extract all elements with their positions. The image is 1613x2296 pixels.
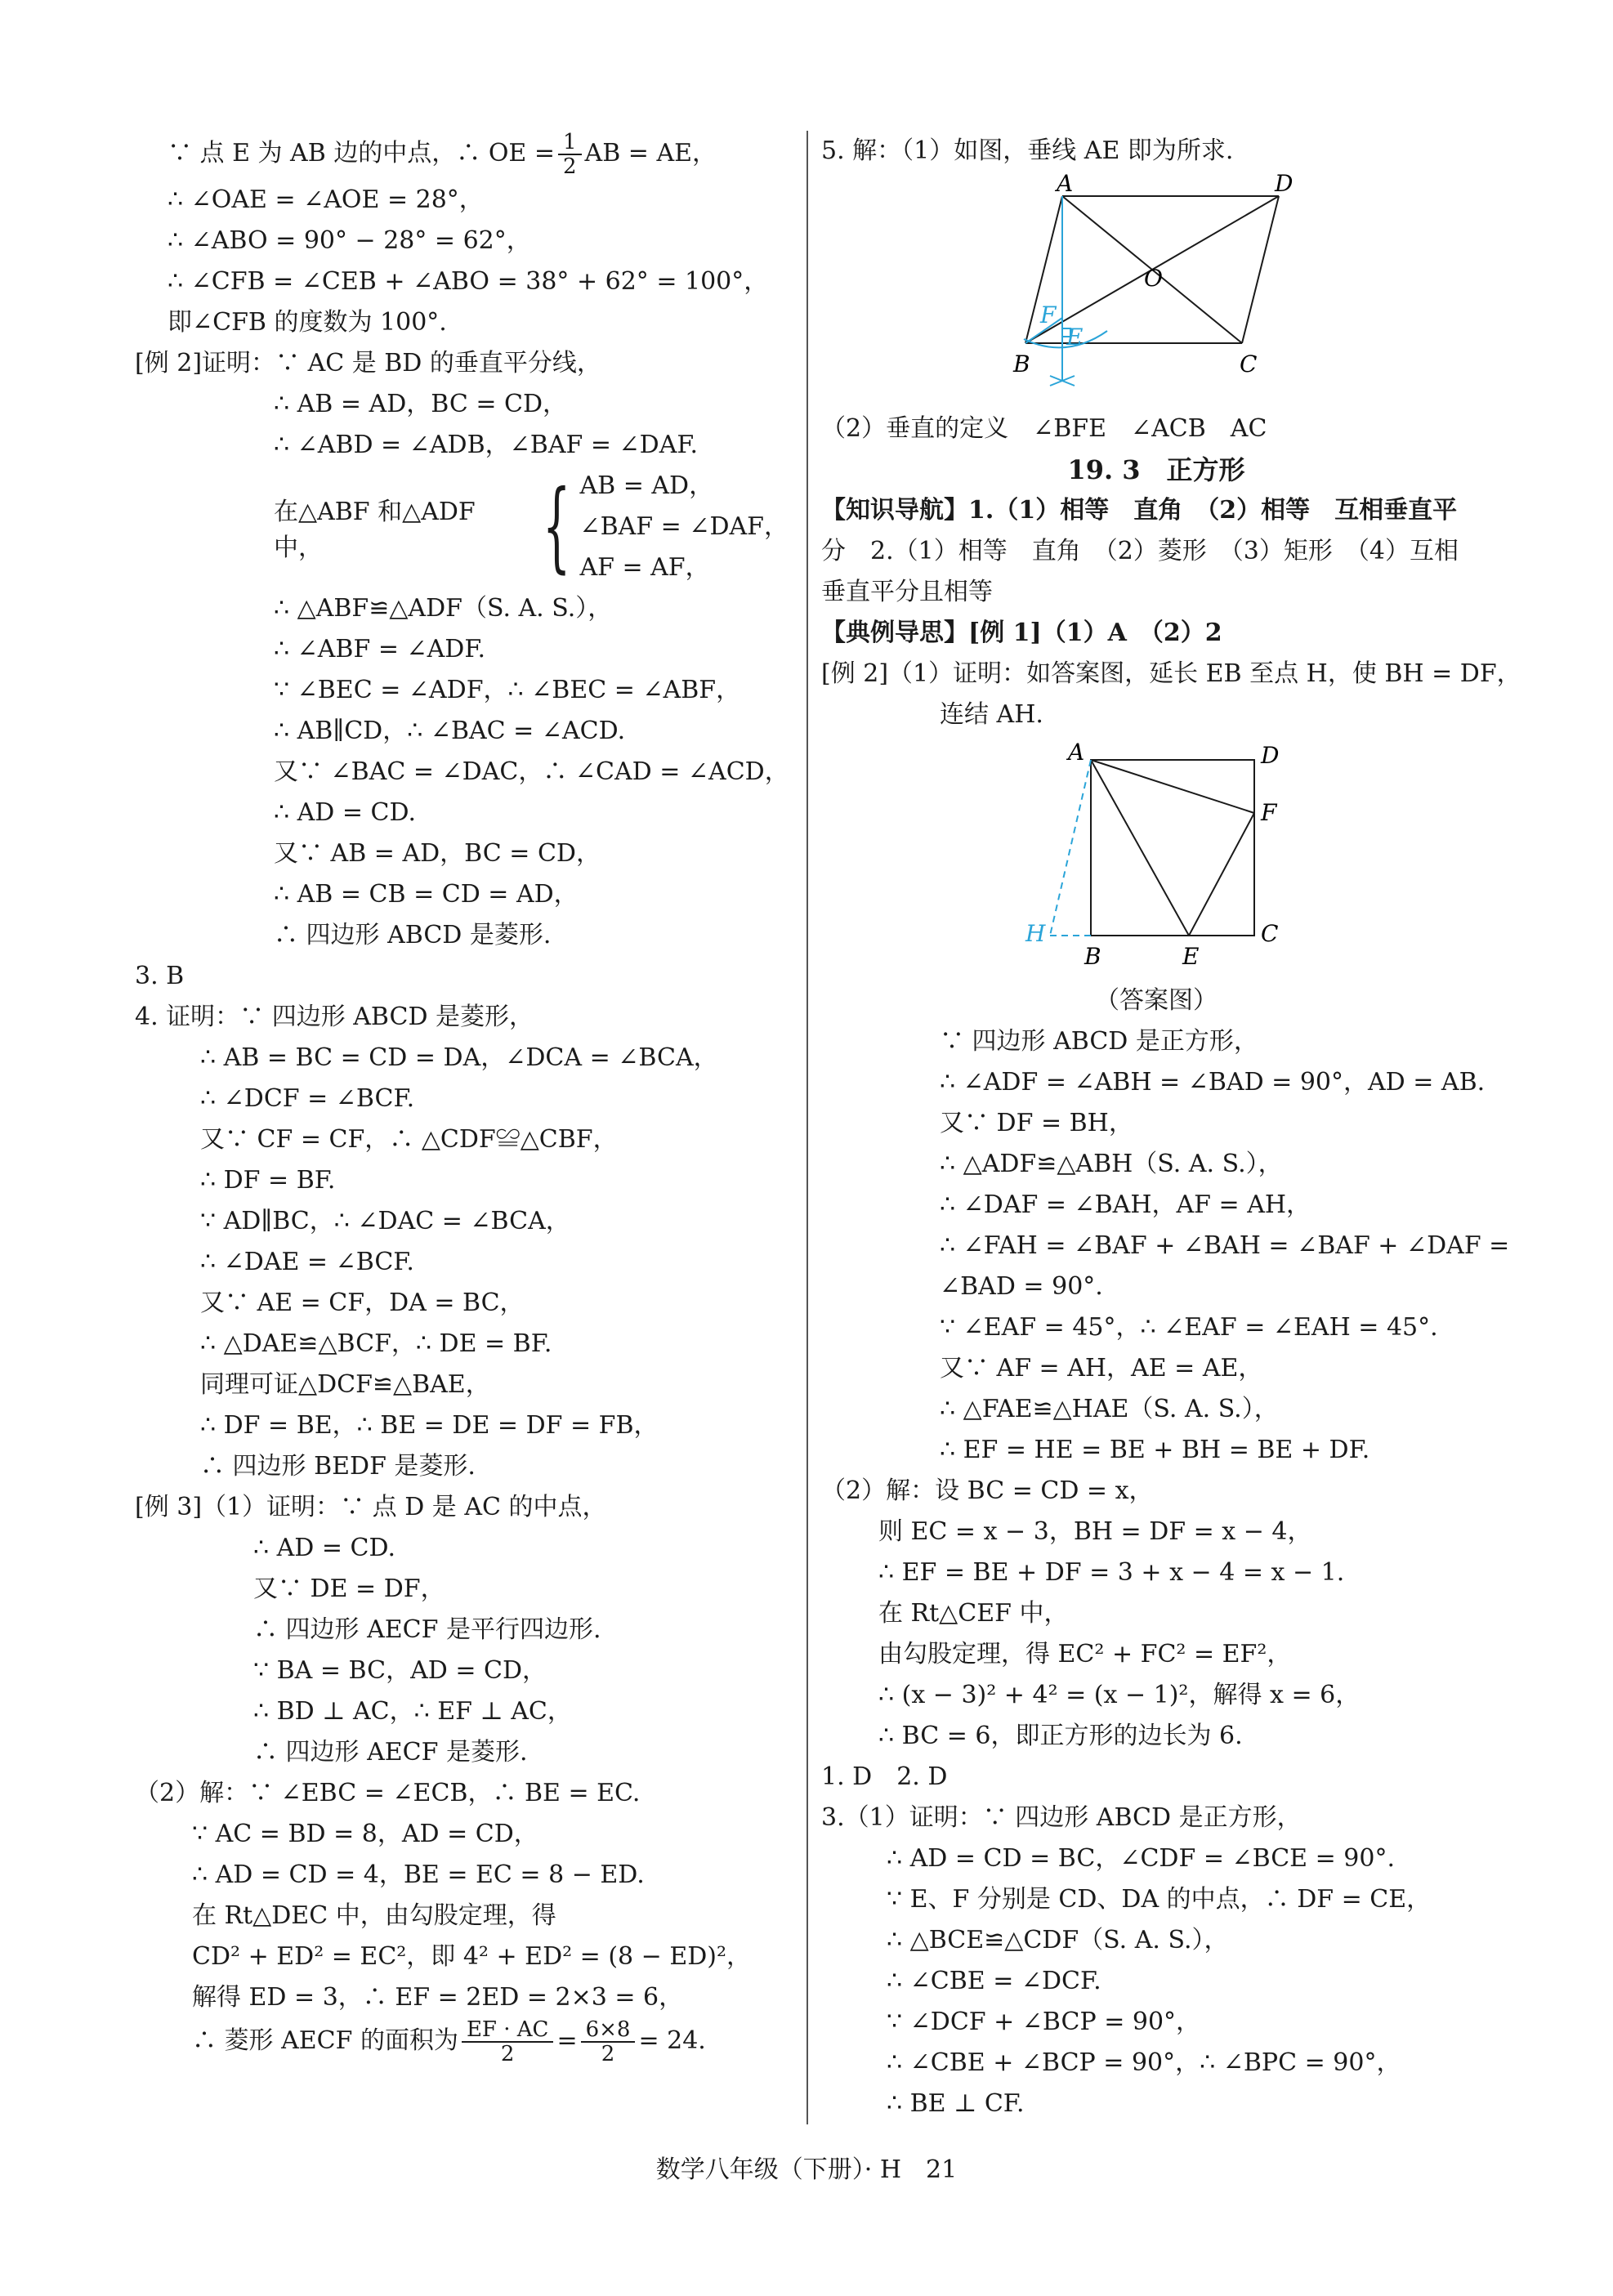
- fraction: $\frac{6\times 8}{2}$: [581, 2018, 636, 2066]
- text-line: 又∵ AF = AH，AE = AE，: [940, 1354, 1263, 1383]
- text-line: 5. 解：（1）如图，垂线 AE 即为所求.: [821, 136, 1234, 165]
- text-line: （2）解：∵ ∠EBC = ∠ECB，∴ BE = EC.: [135, 1779, 641, 1807]
- text-line: 在 Rt△CEF 中，: [878, 1599, 1069, 1628]
- page-footer: 数学八年级（下册）· H 21: [655, 2155, 958, 2184]
- fig2-label: F: [1261, 799, 1277, 826]
- text-line: ∴ △ABF≌△ADF（S. A. S.），: [274, 594, 613, 623]
- text-line: 【知识导航】1.（1）相等 直角 （2）相等 互相垂直平: [821, 496, 1458, 525]
- fig1-label: E: [1066, 324, 1084, 351]
- text-line: 分 2.（1）相等 直角 （2）菱形 （3）矩形 （4）互相: [821, 537, 1459, 565]
- fig1-label: A: [1057, 172, 1074, 197]
- text-line: ∵ BA = BC，AD = CD，: [253, 1656, 547, 1685]
- text-line: ∴ 四边形 AECF 是平行四边形.: [253, 1615, 601, 1644]
- text-line: ∴ AB = BC = CD = DA，∠DCA = ∠BCA，: [200, 1043, 718, 1072]
- fig2-label: D: [1261, 742, 1280, 769]
- text-line: ∴ 四边形 AECF 是菱形.: [253, 1738, 528, 1767]
- text-line: 又∵ CF = CF，∴ △CDF≌△CBF，: [200, 1125, 618, 1154]
- text-line: 又∵ DF = BH，: [940, 1109, 1133, 1137]
- text-line: （2）垂直的定义 ∠BFE ∠ACB AC: [821, 414, 1267, 443]
- text-line: 又∵ DE = DF，: [253, 1575, 445, 1603]
- text-line: ∴ ∠CBE = ∠DCF.: [887, 1967, 1101, 1995]
- text-line: ∴ △ADF≌△ABH（S. A. S.），: [940, 1150, 1283, 1178]
- column-divider: [806, 131, 808, 2124]
- fraction: $\frac{1}{2}$: [558, 131, 582, 178]
- fraction: $\frac{EF \cdot AC}{2}$: [462, 2018, 553, 2066]
- text-line: 3.（1）证明：∵ 四边形 ABCD 是正方形，: [821, 1803, 1302, 1832]
- text-line: ∴ ∠CBE + ∠BCP = 90°，∴ ∠BPC = 90°，: [887, 2048, 1401, 2077]
- text-line: ∴ (x − 3)² + 4² = (x − 1)²，解得 x = 6，: [878, 1681, 1361, 1709]
- section-title: 19. 3 正方形: [1067, 454, 1245, 485]
- text-line: ∴ ∠ABF = ∠ADF.: [274, 635, 486, 663]
- left-column: [135, 131, 789, 2067]
- text-line: ∴ AD = CD = BC，∠CDF = ∠BCE = 90°.: [887, 1844, 1396, 1873]
- text-line: ∴ AB = CB = CD = AD，: [274, 880, 579, 909]
- text-line: 由勾股定理，得 EC² + FC² = EF²，: [878, 1640, 1292, 1668]
- text-line: ∠BAF = ∠DAF，: [579, 512, 789, 541]
- text-line: ∴ EF = HE = BE + BH = BE + DF.: [940, 1436, 1370, 1464]
- fig2-label: E: [1182, 943, 1200, 970]
- text-line: ∴ DF = BE，∴ BE = DE = DF = FB，: [200, 1411, 659, 1440]
- text-line: ∵ ∠DCF + ∠BCP = 90°，: [887, 2008, 1201, 2036]
- text-line: ∴ ∠FAH = ∠BAF + ∠BAH = ∠BAF + ∠DAF =: [940, 1231, 1510, 1260]
- text-line: ∴ DF = BF.: [200, 1166, 336, 1195]
- text-line: 又∵ AB = AD，BC = CD，: [274, 839, 601, 868]
- text-line: 解得 ED = 3，∴ EF = 2ED = 2×3 = 6，: [192, 1983, 684, 2012]
- text-line: ∴ EF = BE + DF = 3 + x − 4 = x − 1.: [878, 1558, 1345, 1587]
- text-line: 又∵ AE = CF，DA = BC，: [200, 1289, 525, 1317]
- text-line: （2）解：设 BC = CD = x，: [821, 1476, 1154, 1505]
- text-line: 在 Rt△DEC 中，由勾股定理，得: [192, 1901, 556, 1930]
- fig2-label: H: [1025, 920, 1046, 947]
- text-line: ∴ 四边形 BEDF 是菱形.: [200, 1452, 476, 1481]
- text-line: ∴ AD = CD.: [253, 1534, 396, 1562]
- text-line: ∴ ∠ABD = ∠ADB，∠BAF = ∠DAF.: [274, 431, 699, 459]
- text-line: ∵ 四边形 ABCD 是正方形，: [940, 1027, 1258, 1056]
- brace-system: [135, 466, 789, 588]
- text-line: ∵ 点 E 为 AB 边的中点，∴ OE = $\frac{1}{2}$ AB = AE，: [168, 130, 717, 179]
- text-line: ∴ ∠OAE = ∠AOE = 28°，: [168, 185, 484, 214]
- text-line: ∴ AD = CD = 4，BE = EC = 8 − ED.: [192, 1860, 645, 1889]
- text-line: ∴ ∠ABO = 90° − 28° = 62°，: [168, 226, 531, 255]
- text-line: ∵ ∠EAF = 45°，∴ ∠EAF = ∠EAH = 45°.: [940, 1313, 1438, 1342]
- text-line: [例 2]证明：∵ AC 是 BD 的垂直平分线，: [135, 349, 601, 377]
- text-line: [例 3]（1）证明：∵ 点 D 是 AC 的中点，: [135, 1493, 607, 1521]
- text-line: ∴ AB = AD，BC = CD，: [274, 390, 568, 418]
- text-line: CD² + ED² = EC²，即 4² + ED² = (8 − ED)²，: [192, 1942, 752, 1971]
- text-line: 【典例导思】[例 1]（1）A （2）2: [821, 619, 1222, 647]
- text-line: 3. B: [135, 962, 185, 990]
- text-line: ∴ AB∥CD，∴ ∠BAC = ∠ACD.: [274, 717, 626, 745]
- text-line: AF = AF，: [579, 553, 710, 582]
- right-column: [821, 131, 1521, 2124]
- text-line: ∴ △FAE≌△HAE（S. A. S.），: [940, 1395, 1279, 1423]
- text-line: ∴ ∠ADF = ∠ABH = ∠BAD = 90°，AD = AB.: [940, 1068, 1486, 1097]
- text-line: ∴ △BCE≌△CDF（S. A. S.），: [887, 1926, 1229, 1954]
- text-line: ∴ △DAE≌△BCF，∴ DE = BF.: [200, 1329, 552, 1358]
- brace-symbol: {: [543, 470, 571, 583]
- text-line: ∠BAD = 90°.: [940, 1272, 1103, 1301]
- text-line: AB = AD，: [579, 471, 714, 500]
- text-line: ∵ AD∥BC，∴ ∠DAC = ∠BCA，: [200, 1207, 570, 1235]
- fig1-label: D: [1275, 172, 1294, 197]
- text-line: ∴ AD = CD.: [274, 798, 417, 827]
- text-line: 同理可证△DCF≌△BAE，: [200, 1370, 490, 1399]
- square-figure: [1009, 735, 1303, 980]
- text-line: 在△ABF 和△ADF 中，: [274, 498, 476, 562]
- text-line: ∵ AC = BD = 8，AD = CD，: [192, 1820, 538, 1848]
- text-line: ∴ BC = 6，即正方形的边长为 6.: [878, 1722, 1243, 1750]
- text-line: [例 2]（1）证明：如答案图，延长 EB 至点 H，使 BH = DF，: [821, 659, 1521, 688]
- text-line: 4. 证明：∵ 四边形 ABCD 是菱形，: [135, 1003, 534, 1031]
- fig1-label: C: [1240, 351, 1258, 377]
- text-line: ∴ 四边形 ABCD 是菱形.: [274, 921, 552, 949]
- text-line: 又∵ ∠BAC = ∠DAC，∴ ∠CAD = ∠ACD，: [274, 757, 789, 786]
- fig1-label: O: [1144, 265, 1163, 292]
- fig1-label: F: [1040, 302, 1057, 328]
- text-line: ∴ BE ⊥ CF.: [887, 2089, 1025, 2118]
- text-line: ∴ ∠DAE = ∠BCF.: [200, 1248, 414, 1276]
- text-line: 即∠CFB 的度数为 100°.: [168, 308, 447, 337]
- figure-caption: （答案图）: [1095, 986, 1218, 1015]
- fig2-label: B: [1084, 943, 1101, 970]
- text-line: ∵ ∠BEC = ∠ADF，∴ ∠BEC = ∠ABF，: [274, 676, 741, 704]
- fig2-label: C: [1261, 920, 1279, 947]
- fig1-label: B: [1013, 351, 1030, 377]
- text-line: ∴ ∠DAF = ∠BAH，AF = AH，: [940, 1190, 1311, 1219]
- text-line: ∴ ∠CFB = ∠CEB + ∠ABO = 38° + 62° = 100°，: [168, 267, 769, 296]
- text-line: ∴ 菱形 AECF 的面积为 $\frac{EF \cdot AC}{2}$ = $\frac{6\times 8}{2}$ = 24.: [192, 2017, 706, 2066]
- text-line: ∴ BD ⊥ AC，∴ EF ⊥ AC，: [253, 1697, 572, 1726]
- text-line: 连结 AH.: [940, 700, 1043, 729]
- text-line: ∵ E、F 分别是 CD、DA 的中点，∴ DF = CE，: [887, 1885, 1432, 1914]
- text-line: ∴ ∠DCF = ∠BCF.: [200, 1084, 415, 1113]
- parallelogram-figure: [1009, 172, 1303, 409]
- fig2-label: A: [1068, 739, 1085, 766]
- text-line: 垂直平分且相等: [821, 578, 993, 606]
- text-line: 则 EC = x − 3，BH = DF = x − 4，: [878, 1517, 1312, 1546]
- text-line: 1. D 2. D: [821, 1762, 948, 1791]
